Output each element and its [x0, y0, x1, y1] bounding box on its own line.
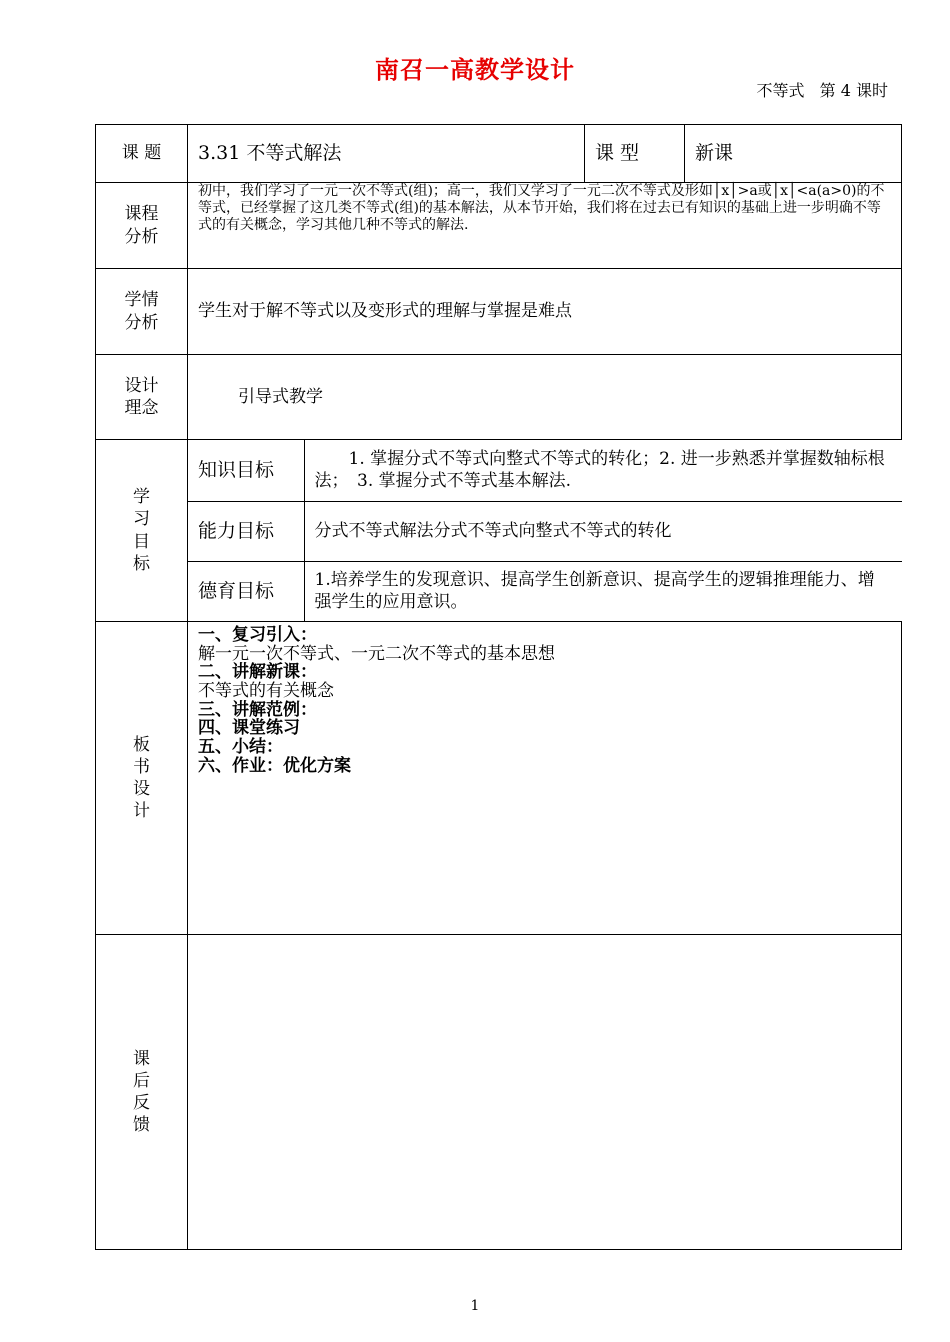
topic-value: 3.31 不等式解法 — [188, 125, 585, 183]
board-design-content — [188, 622, 902, 935]
ability-goal-row — [188, 501, 902, 561]
document-title: 南召一高教学设计 — [375, 55, 575, 84]
knowledge-goal-text: 1. 掌握分式不等式向整式不等式的转化；2. 进一步熟悉并掌握数轴标根法； 3. 掌握分式不等式基本解法. — [304, 440, 902, 501]
board-line-8: 六、作业：优化方案 — [198, 755, 351, 776]
feedback-label: 课 后 反 馈 — [96, 935, 188, 1250]
board-line-5: 三、讲解范例： — [198, 699, 317, 720]
student-analysis-row — [96, 269, 902, 355]
course-analysis-label: 课程 分析 — [96, 183, 188, 269]
goals-table — [188, 440, 902, 621]
board-line-7: 五、小结： — [198, 737, 283, 758]
ability-goal-label: 能力目标 — [188, 501, 304, 561]
board-design-row — [96, 622, 902, 935]
feedback-row — [96, 935, 902, 1250]
moral-goal-text: 1.培养学生的发现意识、提高学生创新意识、提高学生的逻辑推理能力、增强学生的应用意识。 — [314, 570, 875, 613]
course-analysis-row — [96, 183, 902, 269]
goals-row — [96, 440, 902, 622]
page-number: 1 — [470, 1298, 480, 1314]
design-row — [96, 355, 902, 440]
ability-goal-text: 分式不等式解法分式不等式向整式不等式的转化 — [304, 501, 902, 561]
lesson-topic: 不等式 — [756, 81, 805, 100]
lesson-number: 第 4 课时 — [819, 81, 888, 100]
type-value: 新课 — [685, 125, 902, 183]
moral-goal-label: 德育目标 — [188, 561, 304, 621]
board-line-6: 四、课堂练习 — [198, 718, 300, 739]
goals-label: 学 习 目 标 — [96, 440, 188, 622]
student-analysis-text: 学生对于解不等式以及变形式的理解与掌握是难点 — [188, 269, 902, 355]
board-line-2: 解一元一次不等式、一元二次不等式的基本思想 — [198, 643, 555, 664]
board-line-3: 二、讲解新课： — [198, 662, 317, 683]
board-line-4: 不等式的有关概念 — [198, 681, 334, 702]
board-line-1: 一、复习引入： — [198, 625, 317, 645]
lesson-info — [747, 78, 888, 101]
design-text: 引导式教学 — [188, 355, 902, 440]
student-analysis-label: 学情 分析 — [96, 269, 188, 355]
moral-goal-row — [188, 561, 902, 621]
feedback-content — [188, 935, 902, 1250]
type-label: 课 型 — [585, 125, 685, 183]
design-label: 设计 理念 — [96, 355, 188, 440]
topic-row — [96, 125, 902, 183]
goals-cell — [188, 440, 902, 622]
course-analysis-text: 初中，我们学习了一元一次不等式(组)；高一，我们又学习了一元二次不等式及形如│x│>a或│x│<a(a>0)的不等式，已经掌握了这几类不等式(组)的基本解法，从本节开始，我们将在过去已有知识的基础上进一步明确不等式的有关概念，学习其他几种不等式的解法. — [188, 183, 902, 269]
board-design-label: 板 书 设 计 — [96, 622, 188, 935]
knowledge-goal-row — [188, 440, 902, 501]
topic-label: 课 题 — [96, 125, 188, 183]
knowledge-goal-label: 知识目标 — [188, 440, 304, 501]
lesson-plan-table — [95, 124, 902, 1250]
